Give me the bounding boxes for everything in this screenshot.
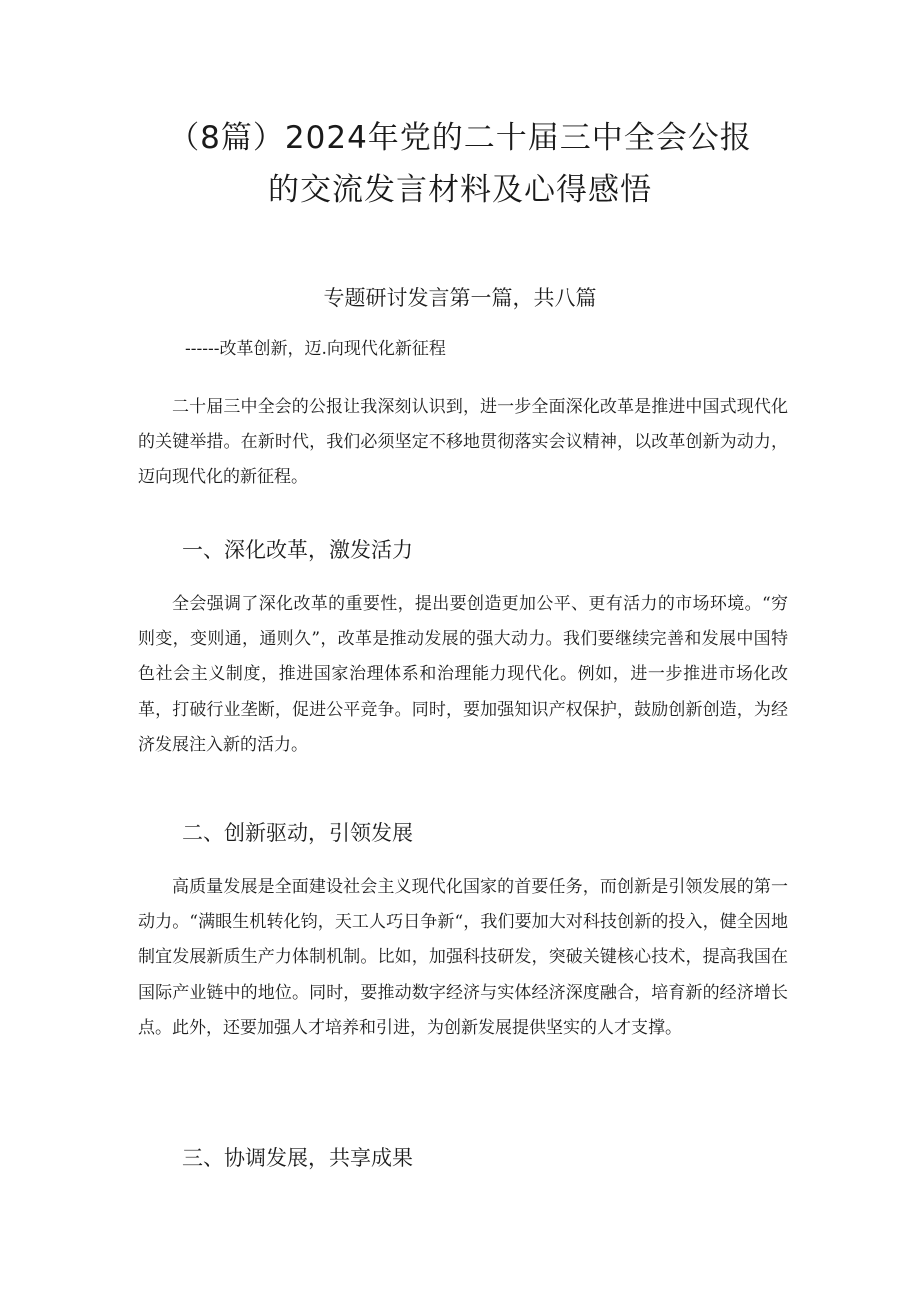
section-heading-3: 三、协调发展，共享成果 xyxy=(182,1146,413,1170)
section-heading-2: 二、创新驱动，引领发展 xyxy=(182,821,413,845)
document-subtitle: 专题研讨发言第一篇，共八篇 xyxy=(323,286,597,310)
document-title-line-1: （8篇）2024年党的二十届三中全会公报 xyxy=(168,120,752,156)
document-title-line-2: 的交流发言材料及心得感悟 xyxy=(268,172,652,208)
document-title xyxy=(100,112,820,216)
intro-paragraph: 二十届三中全会的公报让我深刻认识到，进一步全面深化改革是推进中国式现代化的关键举措。在新时代，我们必须坚定不移地贯彻落实会议精神，以改革创新为动力，迈向现代化的新征程。 xyxy=(138,397,788,488)
section-body-1: 全会强调了深化改革的重要性，提出要创造更加公平、更有活力的市场环境。“穷则变，变则通，通则久”，改革是推动发展的强大动力。我们要继续完善和发展中国特色社会主义制度，推进国家治理体系和治理能力现代化。例如，进一步推进市场化改革，打破行业垄断，促进公平竞争。同时，要加强知识产权保护，鼓励创新创造，为经济发展注入新的活力。 xyxy=(138,594,788,755)
section-heading-1: 一、深化改革，激发活力 xyxy=(182,538,413,562)
document-tagline: ------改革创新，迈.向现代化新征程 xyxy=(185,339,446,359)
section-body-2: 高质量发展是全面建设社会主义现代化国家的首要任务，而创新是引领发展的第一动力。“满眼生机转化钧，天工人巧日争新“，我们要加大对科技创新的投入，健全因地制宜发展新质生产力体制机制。比如，加强科技研发，突破关键核心技术，提高我国在国际产业链中的地位。同时，要推动数字经济与实体经济深度融合，培育新的经济增长点。此外，还要加强人才培养和引进，为创新发展提供坚实的人才支撑。 xyxy=(138,877,788,1038)
